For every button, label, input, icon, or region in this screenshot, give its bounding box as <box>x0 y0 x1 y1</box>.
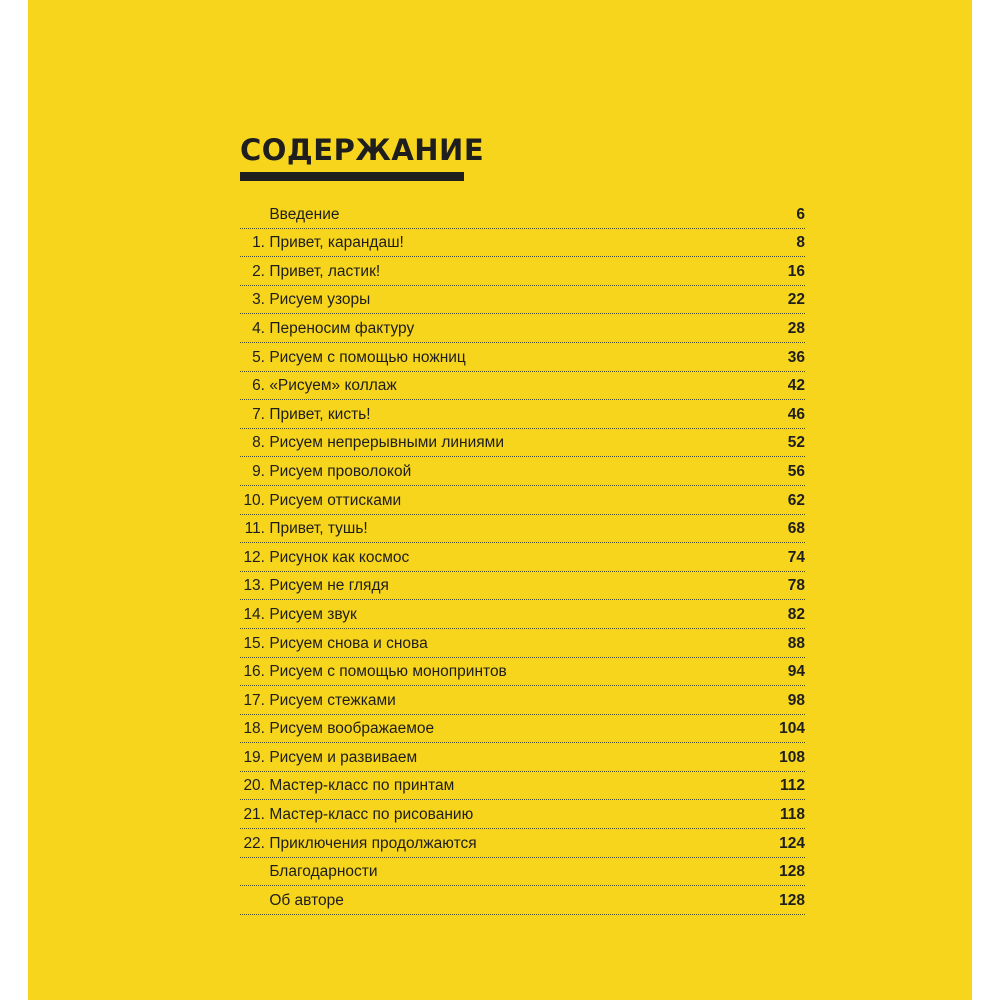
toc-entry-number: 14. <box>243 605 265 623</box>
toc-entry-title: Рисуем и развиваем <box>269 748 418 766</box>
toc-entry-number: 3. <box>252 291 265 309</box>
toc-entry <box>240 629 805 658</box>
toc-entry-label <box>240 405 740 425</box>
toc-entry-number: 10. <box>243 491 265 509</box>
toc-entry-number: 8. <box>252 434 265 452</box>
toc-entry-title: Привет, ластик! <box>269 262 381 280</box>
toc-entry-page-number: 46 <box>787 405 805 423</box>
toc-entry-title: Введение <box>269 205 340 223</box>
toc-entry-label <box>240 548 740 568</box>
toc-entry-number: 11. <box>244 520 265 538</box>
toc-entry <box>240 400 805 429</box>
toc-entry-label <box>240 748 740 768</box>
toc-entry-page-number: 56 <box>787 462 805 480</box>
toc-entry-label <box>240 319 740 339</box>
toc-entry <box>240 800 805 829</box>
toc-entry-label <box>240 491 740 511</box>
toc-entry <box>240 486 805 515</box>
toc-entry-page-number: 62 <box>787 491 805 509</box>
toc-entry-label <box>240 605 740 625</box>
toc-entry-title: Рисуем оттисками <box>269 491 402 509</box>
toc-entry-label <box>240 862 740 882</box>
toc-entry-page-number: 112 <box>779 777 805 795</box>
toc-entry-label <box>240 205 740 225</box>
toc-entry-number: 22. <box>243 834 265 852</box>
toc-entry-page-number: 124 <box>779 834 805 852</box>
toc-entry-title: Мастер-класс по рисованию <box>269 806 474 824</box>
toc-entry-number: 13. <box>243 577 265 595</box>
toc-entry-title: Переносим фактуру <box>269 319 415 337</box>
toc-entry-title: Рисуем звук <box>269 605 357 623</box>
toc-entry-title: Рисуем узоры <box>269 291 371 309</box>
toc-entry <box>240 543 805 572</box>
toc-entry-title: Рисунок как космос <box>269 548 410 566</box>
toc-entry <box>240 829 805 858</box>
toc-entry-title: Привет, кисть! <box>269 405 371 423</box>
toc-entry-page-number: 128 <box>779 863 805 881</box>
toc-entry-number: 21. <box>243 806 265 824</box>
toc-entry <box>240 200 805 229</box>
toc-entry-title: Рисуем с помощью монопринтов <box>269 663 507 681</box>
toc-entry-page-number: 6 <box>796 205 805 223</box>
toc-entry-label <box>240 891 740 911</box>
toc-entry-title: «Рисуем» коллаж <box>269 377 397 395</box>
toc-entry-number: 12. <box>243 548 265 566</box>
toc-entry <box>240 286 805 315</box>
toc-entry-number: 6. <box>252 377 265 395</box>
toc-entry-title: Рисуем с помощью ножниц <box>269 348 466 366</box>
toc-entry-title: Приключения продолжаются <box>269 834 477 852</box>
toc-entry-page-number: 118 <box>779 806 805 824</box>
toc-entry-label <box>240 691 740 711</box>
toc-entry <box>240 372 805 401</box>
toc-list <box>240 200 805 915</box>
toc-entry-label <box>240 233 740 253</box>
toc-entry-label <box>240 805 740 825</box>
toc-entry-page-number: 88 <box>787 634 805 652</box>
toc-entry-number: 19. <box>243 748 265 766</box>
page-title: СОДЕРЖАНИЕ <box>240 133 485 167</box>
toc-entry-number: 17. <box>243 691 265 709</box>
toc-entry-page-number: 74 <box>787 548 805 566</box>
toc-entry <box>240 457 805 486</box>
toc-entry <box>240 886 805 915</box>
toc-entry-label <box>240 662 740 682</box>
toc-entry-page-number: 52 <box>787 434 805 452</box>
toc-entry-number: 15. <box>243 634 265 652</box>
toc-entry-number: 20. <box>243 777 265 795</box>
toc-entry-page-number: 128 <box>779 891 805 909</box>
title-underline <box>240 172 464 181</box>
toc-entry-title: Рисуем стежками <box>269 691 396 709</box>
toc-entry <box>240 429 805 458</box>
toc-entry-label <box>240 576 740 596</box>
toc-entry-number: 4. <box>252 319 265 337</box>
toc-entry-page-number: 42 <box>787 377 805 395</box>
toc-entry <box>240 715 805 744</box>
toc-entry <box>240 658 805 687</box>
toc-entry <box>240 743 805 772</box>
toc-entry-label <box>240 262 740 282</box>
toc-entry-title: Об авторе <box>269 891 344 909</box>
toc-entry-number: 1. <box>252 234 265 252</box>
toc-entry-title: Рисуем не глядя <box>269 577 389 595</box>
toc-entry-title: Привет, тушь! <box>269 520 368 538</box>
toc-entry-page-number: 28 <box>787 319 805 337</box>
toc-entry <box>240 572 805 601</box>
toc-entry-label <box>240 719 740 739</box>
toc-entry-number: 18. <box>243 720 265 738</box>
toc-entry <box>240 772 805 801</box>
toc-entry-page-number: 68 <box>787 520 805 538</box>
toc-entry <box>240 600 805 629</box>
toc-entry-number: 7. <box>252 405 265 423</box>
toc-entry-number: 2. <box>252 262 265 280</box>
toc-entry-page-number: 104 <box>779 720 805 738</box>
toc-entry-title: Благодарности <box>269 863 378 881</box>
toc-entry-number: 5. <box>252 348 265 366</box>
toc-entry-page-number: 82 <box>787 605 805 623</box>
toc-entry-page-number: 108 <box>779 748 805 766</box>
toc-entry <box>240 343 805 372</box>
toc-entry-page-number: 94 <box>787 663 805 681</box>
toc-entry-label <box>240 348 740 368</box>
toc-entry-title: Рисуем воображаемое <box>269 720 435 738</box>
toc-entry-number: 9. <box>252 462 265 480</box>
toc-entry-title: Рисуем проволокой <box>269 462 412 480</box>
toc-entry <box>240 314 805 343</box>
toc-entry-page-number: 22 <box>787 291 805 309</box>
toc-entry-label <box>240 519 740 539</box>
toc-entry <box>240 229 805 258</box>
toc-entry-label <box>240 834 740 854</box>
toc-entry-title: Мастер-класс по принтам <box>269 777 455 795</box>
toc-entry <box>240 515 805 544</box>
toc-entry-label <box>240 776 740 796</box>
toc-entry-label <box>240 462 740 482</box>
toc-entry <box>240 686 805 715</box>
toc-entry-page-number: 98 <box>787 691 805 709</box>
book-page <box>28 0 972 1000</box>
toc-entry-page-number: 8 <box>796 234 805 252</box>
toc-entry-label <box>240 433 740 453</box>
toc-entry-number: 16. <box>243 663 265 681</box>
toc-entry-label <box>240 290 740 310</box>
toc-entry <box>240 858 805 887</box>
toc-entry-title: Рисуем непрерывными линиями <box>269 434 504 452</box>
toc-entry-label <box>240 376 740 396</box>
toc-entry-page-number: 16 <box>787 262 805 280</box>
toc-entry-page-number: 36 <box>787 348 805 366</box>
toc-entry-label <box>240 634 740 654</box>
toc-entry <box>240 257 805 286</box>
toc-entry-page-number: 78 <box>787 577 805 595</box>
toc-entry-title: Рисуем снова и снова <box>269 634 428 652</box>
toc-entry-title: Привет, карандаш! <box>269 234 404 252</box>
